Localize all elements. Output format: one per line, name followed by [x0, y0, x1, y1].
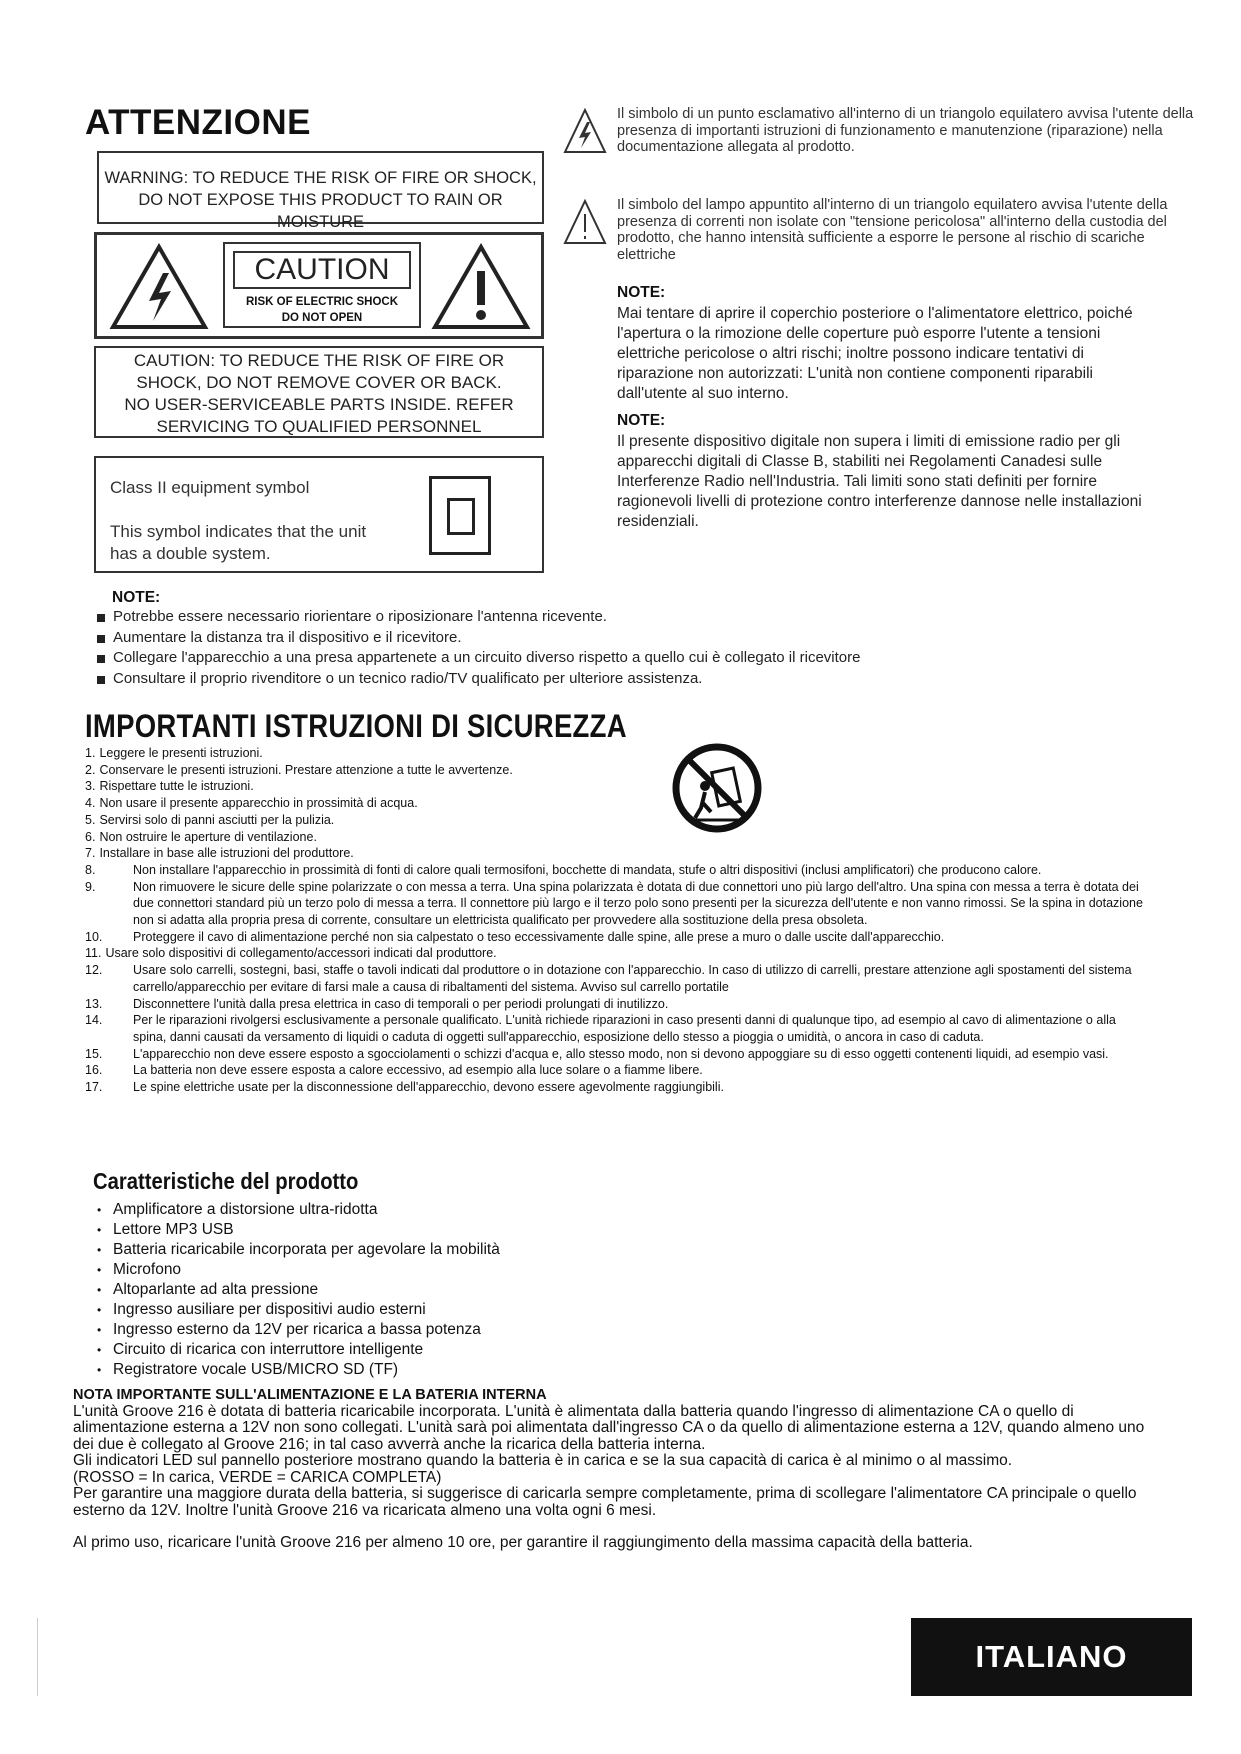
item-text: Leggere le presenti istruzioni.	[99, 746, 263, 760]
item-text: Non rimuovere le sicure delle spine polarizzate o con messa a terra. Una spina polarizzata è dotata di due connettori uno più largo dell'altro. Una spina con messa a terra è dotata dei due connettori standard più un terzo polo di messa a terra. Il connettore più largo e il terzo polo sono presenti per la sicurezza dell'utente e non vanno rimossi. Se la spina in dotazione non si adatta alla propria presa di corrente, consultare un elettricista qualificato per provvedere alla sostituzione della presa obsoleta.	[133, 879, 1143, 928]
item-number: 5.	[85, 812, 96, 827]
battery-note-p2: Gli indicatori LED sul pannello posteriore mostrano quando la batteria è in carica e se la sua capacità di carica è al minimo o al massimo.	[73, 1452, 1013, 1469]
list-item	[85, 862, 1145, 879]
caution-plate	[223, 242, 421, 328]
lightning-triangle-icon	[563, 199, 607, 247]
list-item: Collegare l'apparecchio a una presa appartenete a un circuito diverso rispetto a quello cui è collegato il ricevitore	[97, 648, 860, 669]
battery-note-heading: NOTA IMPORTANTE SULL'ALIMENTAZIONE E LA BATERIA INTERNA	[73, 1387, 547, 1403]
list-item: • Registratore vocale USB/MICRO SD (TF)	[97, 1360, 500, 1380]
item-text: Per le riparazioni rivolgersi esclusivamente a personale qualificato. L'unità richiede riparazioni in caso presenti danni di qualunque tipo, ad esempio al cavo di alimentazione o alla spina, danni causati da versamento di liquidi o caduta di oggetti sull'apparecchio, esposizione dello stesso a pioggia o umidità, o ancora in caso di caduta.	[133, 1013, 1116, 1044]
margin-line	[37, 1618, 38, 1696]
item-number: 13.	[85, 996, 103, 1011]
item-text: Conservare le presenti istruzioni. Prestare attenzione a tutte le avvertenze.	[99, 762, 513, 777]
item-text: Non usare il presente apparecchio in prossimità di acqua.	[99, 796, 418, 811]
caution-line-3: NO USER-SERVICEABLE PARTS INSIDE. REFER	[124, 395, 514, 414]
list-item: • Microfono	[97, 1260, 500, 1280]
caution-line-2: SHOCK, DO NOT REMOVE COVER OR BACK.	[136, 373, 502, 392]
list-item: • Circuito di ricarica con interruttore intelligente	[97, 1340, 500, 1360]
item-number: 1.	[85, 746, 96, 760]
list-item	[85, 745, 1145, 762]
features-title: Caratteristiche del prodotto	[93, 1168, 359, 1194]
warning-line-1: WARNING: TO REDUCE THE RISK OF FIRE OR SHOCK,	[104, 169, 537, 187]
features-list	[97, 1200, 500, 1380]
page-title: ATTENZIONE	[85, 103, 312, 142]
lightning-symbol-text: Il simbolo del lampo appuntito all'interno di un triangolo equilatero avvisa l'utente della presenza di correnti non isolate con "tensione pericolosa" all'interno della custodia del prodotto, che hanno intensità sufficiente a esporre le persone al rischio di scariche elettriche	[617, 197, 1168, 263]
list-item: • Amplificatore a distorsione ultra-ridotta	[97, 1200, 500, 1220]
list-item	[85, 762, 1145, 779]
note-heading-3: NOTE:	[112, 589, 161, 606]
list-item	[85, 962, 1145, 995]
list-item	[85, 1046, 1145, 1063]
item-number: 4.	[85, 796, 96, 811]
list-item	[85, 1012, 1145, 1045]
list-item	[85, 829, 1145, 846]
list-item	[85, 1062, 1145, 1079]
caution-sub-2: DO NOT OPEN	[281, 312, 363, 324]
list-item: • Ingresso esterno da 12V per ricarica a bassa potenza	[97, 1320, 500, 1340]
item-number: 11.	[85, 946, 102, 961]
item-number: 17.	[85, 1080, 103, 1095]
battery-note-p3: (ROSSO = In carica, VERDE = CARICA COMPLETA)	[73, 1468, 442, 1486]
item-text: Usare solo carrelli, sostegni, basi, staffe o tavoli indicati dal produttore o in dotazione con l'apparecchio. In caso di utilizzo di carrelli, prestare attenzione agli spostamenti del sistema carrello/apparecchio per evitare di farsi male a causa di ribaltamenti del sistema. Avviso sul carrello portatile	[133, 963, 1132, 994]
double-insulation-icon	[429, 476, 491, 555]
item-number: 8.	[85, 862, 96, 877]
exclamation-triangle-icon	[563, 108, 607, 156]
item-number: 15.	[85, 1046, 103, 1061]
note-bullet-list	[97, 607, 860, 689]
safety-title: IMPORTANTI ISTRUZIONI DI SICUREZZA	[85, 708, 627, 744]
list-item	[85, 945, 1145, 962]
note-text-1: Mai tentare di aprire il coperchio posteriore o l'alimentatore elettrico, poiché l'apertura o la rimozione delle coperture può esporre l'utente a tensioni elettriche pericolose o altri rischi; inoltre possono indicare tentativi di riparazione non autorizzati: L'unità non contiene componenti riparabili dall'utente al suo interno.	[617, 305, 1133, 402]
item-text: Usare solo dispositivi di collegamento/accessori indicati dal produttore.	[105, 946, 497, 961]
item-number: 7.	[85, 846, 96, 861]
class-ii-box	[94, 456, 544, 573]
exclamation-warning-icon	[431, 243, 531, 331]
class-ii-description: This symbol indicates that the unit has a double system.	[110, 522, 367, 563]
battery-note-p4: Per garantire una maggiore durata della batteria, si suggerisce di caricarla sempre completamente, prima di scollegare l'alimentatore CA principale o quello esterno da 12V. Inoltre l'unità Groove 216 va ricaricata almeno una volta ogni 6 mesi.	[73, 1485, 1137, 1519]
language-badge: ITALIANO	[911, 1618, 1192, 1696]
exclamation-symbol-text: Il simbolo di un punto esclamativo all'interno di un triangolo equilatero avvisa l'utente della presenza di importanti istruzioni di funzionamento e manutenzione (riparazione) nella documentazione allegata al prodotto.	[617, 106, 1194, 155]
list-item	[85, 845, 1145, 862]
caution-title: CAUTION	[233, 251, 411, 289]
item-text: L'apparecchio non deve essere esposto a sgocciolamenti o schizzi d'acqua e, allo stesso modo, non si devono appoggiare su di esso oggetti contenenti liquidi, ad esempio vasi.	[133, 1046, 1109, 1061]
list-item: • Altoparlante ad alta pressione	[97, 1280, 500, 1300]
item-number: 3.	[85, 779, 96, 794]
list-item	[85, 812, 1145, 829]
item-text: Servirsi solo di panni asciutti per la pulizia.	[99, 812, 335, 827]
class-ii-title: Class II equipment symbol	[110, 478, 310, 497]
list-item	[85, 996, 1145, 1013]
list-item: Aumentare la distanza tra il dispositivo e il ricevitore.	[97, 628, 860, 649]
item-text: Non installare l'apparecchio in prossimità di fonti di calore quali termosifoni, bocchette di mandata, stufe o altri dispositivi (inclusi amplificatori) che producono calore.	[133, 862, 1042, 877]
list-item	[85, 929, 1145, 946]
list-item: • Ingresso ausiliare per dispositivi audio esterni	[97, 1300, 500, 1320]
item-text: Installare in base alle istruzioni del produttore.	[99, 846, 354, 861]
list-item	[85, 1079, 1145, 1096]
caution-text-box	[94, 346, 544, 438]
note-heading-2: NOTE:	[617, 412, 666, 429]
battery-note	[73, 1387, 1163, 1552]
warning-box	[97, 151, 544, 231]
caution-line-4: SERVICING TO QUALIFIED PERSONNEL	[156, 417, 482, 436]
battery-note-p5: Al primo uso, ricaricare l'unità Groove 216 per almeno 10 ore, per garantire il raggiungimento della massima capacità della batteria.	[73, 1534, 973, 1551]
item-text: Le spine elettriche usate per la disconnessione dell'apparecchio, devono essere agevolmente raggiungibili.	[133, 1080, 724, 1095]
battery-note-p1: L'unità Groove 216 è dotata di batteria ricaricabile incorporata. L'unità è alimentata dalla batteria quando l'ingresso di alimentazione CA o quello di alimentazione esterna a 12V non sono collegati. L'unità sarà poi alimentata dall'ingresso CA o da quello di alimentazione esterna a 12V, quando almeno uno dei due è collegato al Groove 216; in tal caso avverrà anche la ricarica della batteria interna.	[73, 1402, 1145, 1453]
item-text: La batteria non deve essere esposta a calore eccessivo, ad esempio alla luce solare o a fiamme libere.	[133, 1063, 703, 1078]
item-number: 6.	[85, 829, 96, 844]
list-item: • Batteria ricaricabile incorporata per agevolare la mobilità	[97, 1240, 500, 1260]
note-text-2: Il presente dispositivo digitale non supera i limiti di emissione radio per gli apparecchi digitali di Classe B, stabiliti nei Regolamenti Canadesi sulle Interferenze Radio nell'Industria. Tali limiti sono stati definiti per fornire ragionevoli livelli di protezione contro interferenze dannose nelle installazioni residenziali.	[617, 433, 1142, 530]
note-heading-1: NOTE:	[617, 284, 666, 301]
list-item	[85, 778, 1145, 795]
list-item: Potrebbe essere necessario riorientare o riposizionare l'antenna ricevente.	[97, 607, 860, 628]
warning-line-2: DO NOT EXPOSE THIS PRODUCT TO RAIN OR MOISTURE	[138, 191, 503, 231]
list-item: Consultare il proprio rivenditore o un tecnico radio/TV qualificato per ulteriore assistenza.	[97, 669, 860, 690]
item-number: 12.	[85, 963, 103, 978]
double-insulation-inner	[447, 498, 475, 535]
caution-sub-1: RISK OF ELECTRIC SHOCK	[245, 296, 399, 308]
item-number: 9.	[85, 879, 96, 894]
item-text: Disconnettere l'unità dalla presa elettrica in caso di temporali o per periodi prolungati di inutilizzo.	[133, 996, 669, 1011]
safety-list	[85, 745, 1145, 1096]
caution-label	[94, 232, 544, 339]
list-item: • Lettore MP3 USB	[97, 1220, 500, 1240]
item-text: Proteggere il cavo di alimentazione perché non sia calpestato o teso eccessivamente dalle spine, alle prese a muro o dalle uscite dall'apparecchio.	[133, 929, 945, 944]
list-item	[85, 795, 1145, 812]
list-item	[85, 879, 1145, 929]
lightning-warning-icon	[109, 243, 209, 331]
item-number: 2.	[85, 762, 96, 777]
item-number: 10.	[85, 929, 103, 944]
item-number: 14.	[85, 1013, 103, 1028]
caution-line-1: CAUTION: TO REDUCE THE RISK OF FIRE OR	[133, 351, 505, 370]
item-number: 16.	[85, 1063, 103, 1078]
item-text: Rispettare tutte le istruzioni.	[99, 779, 254, 794]
item-text: Non ostruire le aperture di ventilazione.	[99, 829, 317, 844]
caution-subtitle	[225, 294, 419, 326]
